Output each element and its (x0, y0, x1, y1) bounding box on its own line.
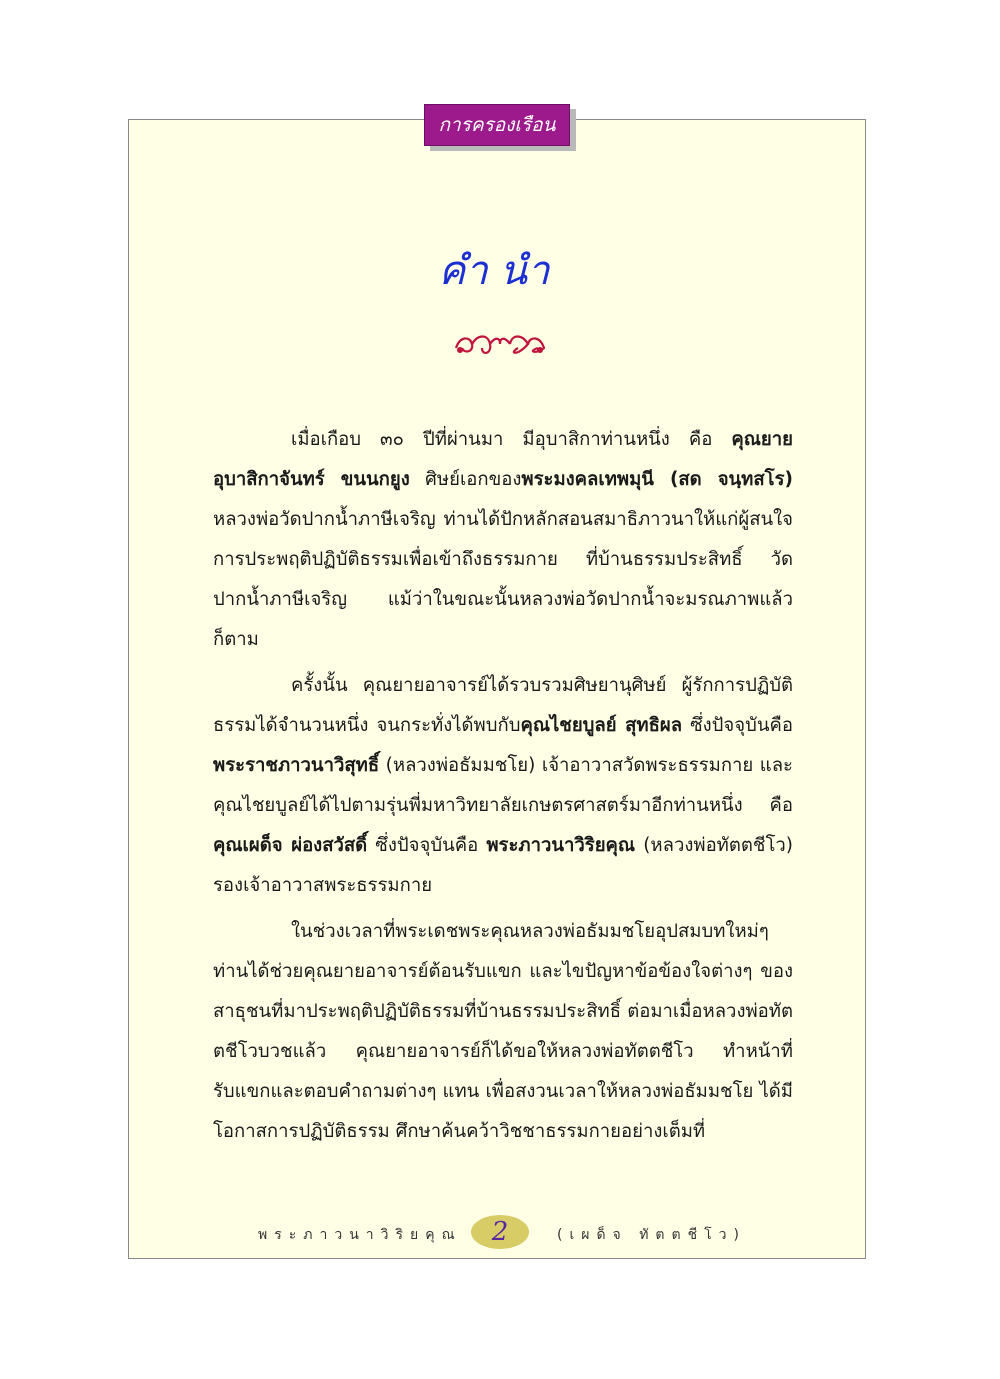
text-run: ในช่วงเวลาที่พระเดชพระคุณหลวงพ่อธัมมชโยอุปสมบทใหม่ๆ ท่านได้ช่วยคุณยายอาจารย์ต้อนรับแขก และไขปัญหาข้อข้องใจต่างๆ ของสาธุชนที่มาประพฤติปฏิบัติธรรมที่บ้านธรรมประสิทธิ์ ต่อมาเมื่อหลวงพ่อทัตตชีโวบวชแล้ว คุณยายอาจารย์ก็ได้ขอให้หลวงพ่อทัตตชีโว ทำหน้าที่รับแขกและตอบคำถามต่างๆ แทน เพื่อสงวนเวลาให้หลวงพ่อธัมมชโย ได้มีโอกาสการปฏิบัติธรรม ศึกษาค้นคว้าวิชชาธรรมกายอย่างเต็มที่ (213, 921, 793, 1142)
page-footer (0, 1215, 1000, 1255)
body-text (213, 420, 793, 1158)
bold-name: พระราชภาวนาวิสุทธิ์ (213, 755, 380, 776)
page-number-badge: 2 (471, 1215, 529, 1249)
text-run: ซึ่งปัจจุบันคือ (682, 715, 793, 736)
bold-name: พระภาวนาวิริยคุณ (486, 835, 636, 856)
floral-ornament-icon (452, 330, 548, 360)
text-run: (หลวงพ่อธัมมชโย) เจ้าอาวาสวัดพระธรรมกาย และคุณไชยบูลย์ได้ไปตามรุ่นพี่มหาวิทยาลัยเกษตรศาสตร์มาอีกท่านหนึ่ง คือ (213, 755, 793, 816)
text-run: ครั้งนั้น คุณยายอาจารย์ได้รวบรวมศิษยานุศิษย์ ผู้รักการปฏิบัติธรรมได้จำนวนหนึ่ง จนกระทั่งได้พบกับ (213, 675, 793, 736)
text-run: (หลวงพ่อทัตตชีโว) รองเจ้าอาวาสพระธรรมกาย (213, 835, 793, 896)
bold-name: พระมงคลเทพมุนี (สด จนฺทสโร) (521, 469, 793, 490)
text-run: หลวงพ่อวัดปากน้ำภาษีเจริญ ท่านได้ปักหลักสอนสมาธิภาวนาให้แก่ผู้สนใจการประพฤติปฏิบัติธรรมเพื่อเข้าถึงธรรมกาย ที่บ้านธรรมประสิทธิ์ วัดปากน้ำภาษีเจริญ แม้ว่าในขณะนั้นหลวงพ่อวัดปากน้ำจะมรณภาพแล้วก็ตาม (213, 509, 793, 650)
text-run: เมื่อเกือบ ๓๐ ปีที่ผ่านมา มีอุบาสิกาท่านหนึ่ง คือ (291, 429, 732, 450)
chapter-tab: การครองเรือน (424, 104, 570, 146)
page-title: คำนำ (438, 248, 562, 294)
footer-author-name: (เผด็จ ทัตตชีโว) (557, 1227, 746, 1243)
paragraph-1 (213, 420, 793, 660)
text-run: ซึ่งปัจจุบันคือ (367, 835, 487, 856)
paragraph-3 (213, 912, 793, 1152)
bold-name: คุณเผด็จ ผ่องสวัสดิ์ (213, 835, 368, 856)
paragraph-2 (213, 666, 793, 906)
bold-name: คุณไชยบูลย์ สุทธิผล (520, 715, 683, 736)
footer-author: พระภาวนาวิริยคุณ (258, 1227, 462, 1243)
text-run: ศิษย์เอกของ (409, 469, 522, 490)
bold-name: คุณยายอุบาสิกาจันทร์ ขนนกยูง (213, 429, 793, 490)
